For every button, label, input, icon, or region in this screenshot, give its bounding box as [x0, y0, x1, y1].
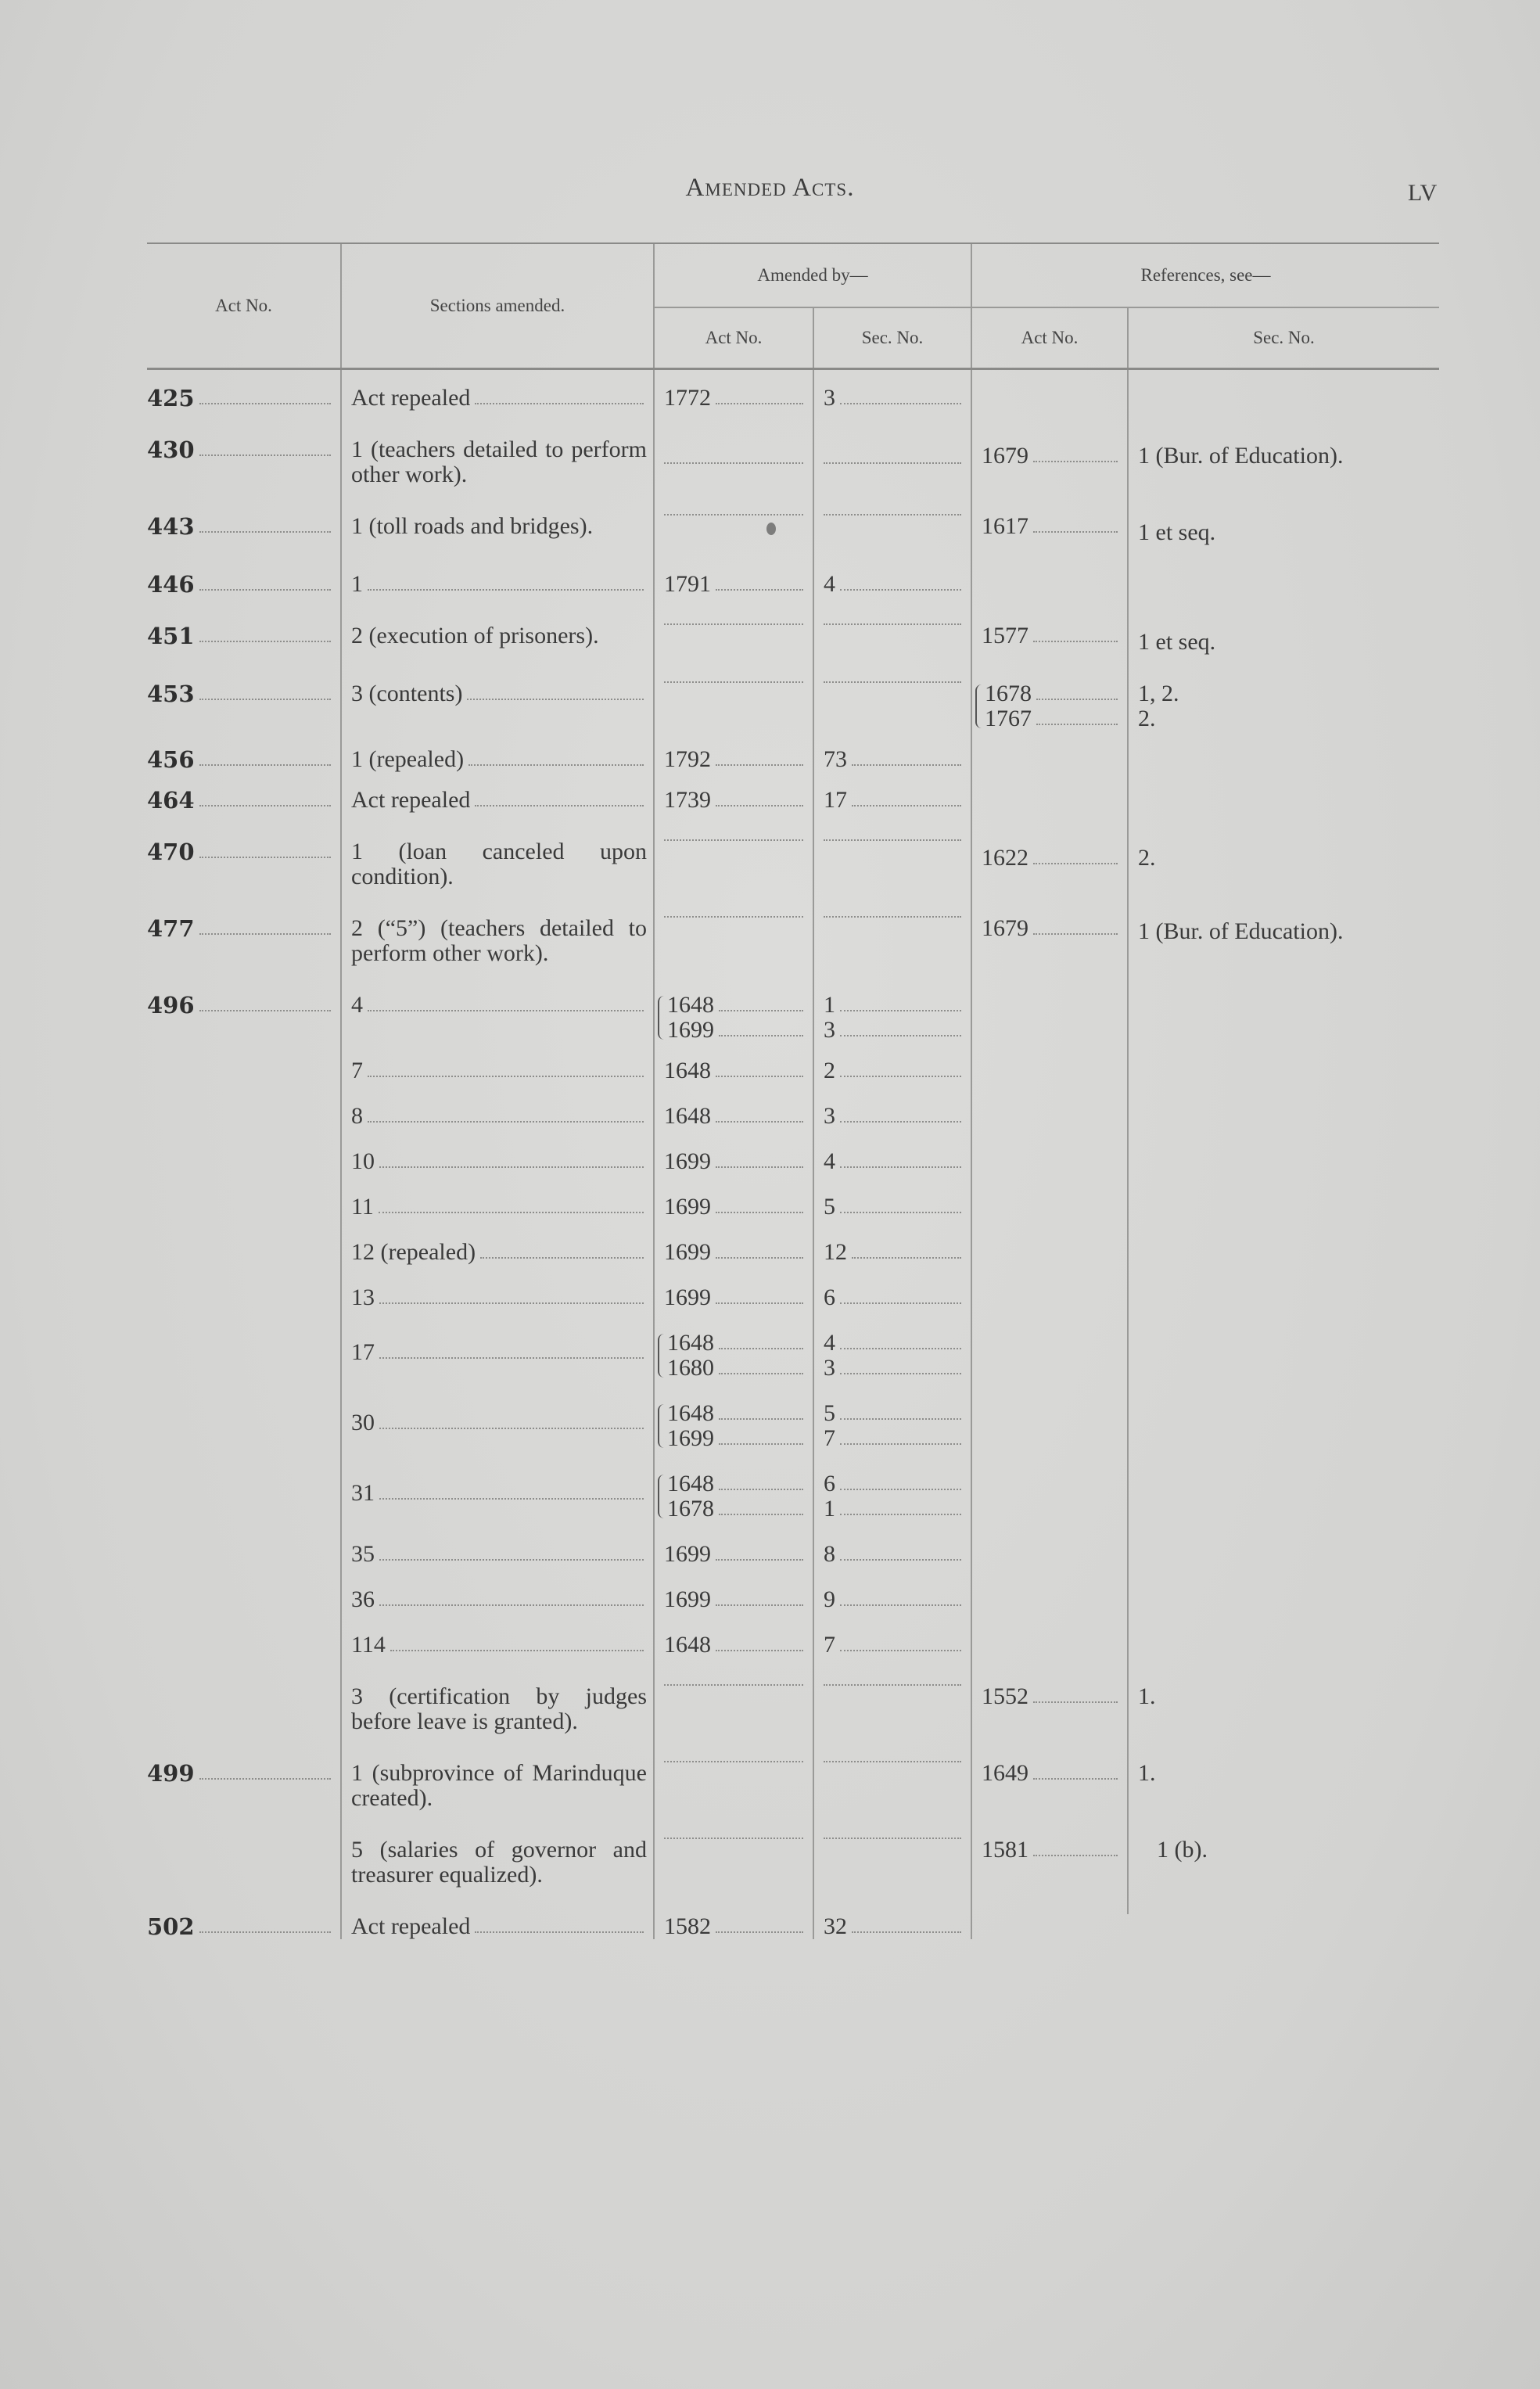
- section-text: 31: [351, 1480, 375, 1506]
- section-text: 3 (contents): [351, 681, 463, 706]
- amended-act: 1739: [664, 787, 711, 813]
- header-amended-sec-no: Sec. No.: [813, 307, 971, 369]
- amended-sec: 17: [824, 787, 847, 813]
- act-number: 446: [147, 571, 195, 598]
- table-row: [147, 1149, 1439, 1174]
- header-ref-sec-no: Sec. No.: [1128, 307, 1439, 369]
- amended-sec: 8: [824, 1541, 835, 1567]
- table-row: [147, 681, 1439, 731]
- amended-act: 1582: [664, 1913, 711, 1939]
- table-row: [147, 437, 1439, 487]
- section-text: 1 (teachers detailed to perform other work).: [351, 436, 647, 487]
- section-text: 1 (subprovince of Marinduque created).: [351, 1760, 647, 1811]
- amended-sec: 6: [824, 1284, 835, 1310]
- ref-sec: 1.: [1138, 1760, 1156, 1786]
- amended-sec: 7: [824, 1632, 835, 1658]
- table-row: [147, 1331, 1439, 1381]
- amended-act: 1678: [667, 1496, 714, 1521]
- amended-sec: 6: [824, 1471, 835, 1496]
- section-text: 30: [351, 1410, 375, 1435]
- amended-act: 1791: [664, 571, 711, 597]
- act-number: 499: [147, 1760, 195, 1787]
- ref-act: 1552: [982, 1683, 1029, 1709]
- header-references: References, see—: [971, 243, 1439, 307]
- table-row: [147, 1633, 1439, 1658]
- amended-sec: 4: [824, 1330, 835, 1356]
- ref-act: 1679: [982, 915, 1029, 941]
- table-row: [147, 1194, 1439, 1220]
- amended-act: 1699: [664, 1239, 711, 1265]
- amended-brace-group: [658, 993, 806, 1043]
- act-number: 464: [147, 787, 195, 814]
- header-ref-act-no: Act No.: [971, 307, 1128, 369]
- amended-act: 1648: [667, 992, 714, 1018]
- amended-act: 1648: [667, 1400, 714, 1426]
- ref-act: 1767: [985, 706, 1032, 731]
- amended-act: 1648: [664, 1058, 711, 1083]
- table-row: [147, 623, 1439, 655]
- amended-sec: 7: [824, 1425, 835, 1451]
- section-text: 10: [351, 1148, 375, 1174]
- amended-sec: 12: [824, 1239, 847, 1265]
- ref-act: 1649: [982, 1760, 1029, 1786]
- ref-act: 1678: [985, 681, 1032, 706]
- page-title: Amended Acts.: [685, 174, 855, 202]
- amended-sec: 3: [824, 385, 835, 411]
- ref-sec: 1.: [1138, 1683, 1156, 1709]
- ref-brace-group: [975, 681, 1121, 731]
- act-number: 453: [147, 681, 195, 707]
- amended-act: 1648: [664, 1103, 711, 1129]
- amended-act: 1699: [667, 1017, 714, 1043]
- table-row: [147, 993, 1439, 1043]
- act-number: 477: [147, 915, 195, 942]
- table-row: [147, 1104, 1439, 1129]
- header-amended-by: Amended by—: [654, 243, 971, 307]
- act-number: 425: [147, 385, 195, 411]
- amended-sec: 1: [824, 1496, 835, 1521]
- ref-act: 1679: [982, 443, 1029, 469]
- table-row: [147, 1684, 1439, 1734]
- act-number: 496: [147, 992, 195, 1018]
- amended-sec: 1: [824, 992, 835, 1018]
- amended-act: 1648: [664, 1632, 711, 1658]
- table-row: [147, 1285, 1439, 1310]
- amended-sec: 2: [824, 1058, 835, 1083]
- header-act-no: Act No.: [147, 243, 341, 369]
- amended-brace-group: [658, 1401, 806, 1451]
- amended-act: 1772: [664, 385, 711, 411]
- section-text: 1: [351, 571, 363, 597]
- section-text: 2 (“5”) (teachers detailed to perform other work).: [351, 915, 647, 966]
- table-row: [147, 1058, 1439, 1083]
- section-text: 7: [351, 1058, 363, 1083]
- ref-sec: 1 et seq.: [1138, 629, 1216, 655]
- table-row: [147, 1914, 1439, 1939]
- table-row: [147, 572, 1439, 597]
- amended-brace-group: [658, 1331, 806, 1381]
- amended-act: 1699: [664, 1541, 711, 1567]
- amended-act: 1648: [667, 1330, 714, 1356]
- ref-act: 1577: [982, 623, 1029, 648]
- amended-act: 1699: [664, 1148, 711, 1174]
- table-row: [147, 1401, 1439, 1451]
- section-text: 5 (salaries of governor and treasurer equalized).: [351, 1837, 647, 1888]
- table-row: [147, 514, 1439, 545]
- section-text: 36: [351, 1586, 375, 1612]
- section-text: 114: [351, 1632, 386, 1658]
- amended-sec: 73: [824, 746, 847, 772]
- amended-sec: 3: [824, 1017, 835, 1043]
- section-text: 11: [351, 1194, 374, 1220]
- table-row: [147, 386, 1439, 411]
- amended-sec: 5: [824, 1400, 835, 1426]
- ref-act: 1617: [982, 513, 1029, 539]
- act-number: 443: [147, 513, 195, 540]
- amended-sec: 3: [824, 1355, 835, 1381]
- ref-sec: 2.: [1138, 845, 1156, 871]
- header-amended-act-no: Act No.: [654, 307, 813, 369]
- table-row: [147, 1471, 1439, 1521]
- amended-act: 1699: [667, 1425, 714, 1451]
- section-text: Act repealed: [351, 1913, 471, 1939]
- section-text: Act repealed: [351, 787, 471, 813]
- act-number: 470: [147, 839, 195, 865]
- table-row: [147, 839, 1439, 889]
- act-number: 502: [147, 1913, 195, 1940]
- act-number: 456: [147, 746, 195, 773]
- section-text: 8: [351, 1103, 363, 1129]
- page-number: LV: [1408, 180, 1438, 206]
- section-text: 1 (loan canceled upon condition).: [351, 839, 647, 889]
- act-number: 430: [147, 436, 195, 463]
- section-text: 2 (execution of prisoners).: [351, 623, 599, 648]
- ref-sec: 1, 2.: [1138, 681, 1179, 706]
- table-row: [147, 1542, 1439, 1567]
- amended-act: 1792: [664, 746, 711, 772]
- ref-act: 1622: [982, 845, 1029, 871]
- amended-act: 1699: [664, 1194, 711, 1220]
- amended-sec: 5: [824, 1194, 835, 1220]
- amended-act: 1699: [664, 1586, 711, 1612]
- ref-sec: 2.: [1138, 706, 1156, 731]
- amended-sec: 4: [824, 1148, 835, 1174]
- table-row: [147, 1240, 1439, 1265]
- section-text: 1 (toll roads and bridges).: [351, 513, 594, 539]
- header-sections-amended: Sections amended.: [341, 243, 654, 369]
- amended-sec: 3: [824, 1103, 835, 1129]
- amended-act: 1648: [667, 1471, 714, 1496]
- section-text: 1 (repealed): [351, 746, 465, 772]
- section-text: 3 (certification by judges before leave is granted).: [351, 1683, 647, 1734]
- table-row: [147, 916, 1439, 966]
- section-text: Act repealed: [351, 385, 471, 411]
- amended-sec: 32: [824, 1913, 847, 1939]
- table-row: [147, 1587, 1439, 1612]
- ref-act: 1581: [982, 1837, 1029, 1863]
- section-text: 17: [351, 1339, 375, 1365]
- section-text: 4: [351, 992, 363, 1018]
- table-row: [147, 1761, 1439, 1811]
- ref-sec: 1 (Bur. of Education).: [1138, 918, 1344, 944]
- section-text: 12 (repealed): [351, 1239, 476, 1265]
- table-row: [147, 747, 1439, 772]
- ref-sec: 1 et seq.: [1138, 519, 1216, 545]
- table-row: [147, 788, 1439, 813]
- amended-act: 1680: [667, 1355, 714, 1381]
- ref-sec: 1 (Bur. of Education).: [1138, 443, 1344, 469]
- amended-act: 1699: [664, 1284, 711, 1310]
- amended-acts-table: [147, 242, 1439, 1939]
- section-text: 13: [351, 1284, 375, 1310]
- act-number: 451: [147, 623, 195, 649]
- amended-brace-group: [658, 1471, 806, 1521]
- amended-sec: 9: [824, 1586, 835, 1612]
- section-text: 35: [351, 1541, 375, 1567]
- table-row: [147, 1838, 1439, 1888]
- amended-sec: 4: [824, 571, 835, 597]
- ref-sec: 1 (b).: [1157, 1837, 1208, 1863]
- table-header: [147, 243, 1439, 369]
